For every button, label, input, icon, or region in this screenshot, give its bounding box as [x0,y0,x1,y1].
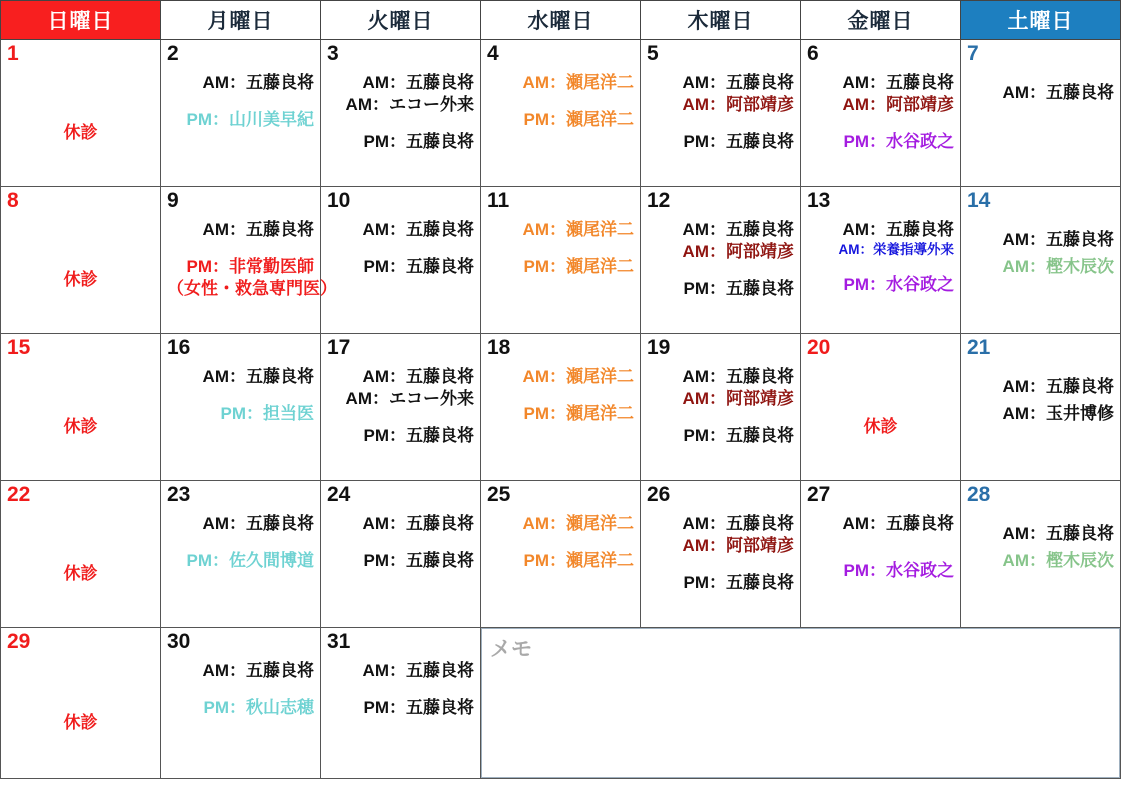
day-entry: AM：エコー外来 [345,389,474,408]
calendar-day-cell[interactable] [1,334,161,481]
day-entry: AM：五藤良将 [1002,230,1114,249]
day-entry: PM：瀬尾洋二 [523,551,634,570]
day-entry-list [167,72,314,130]
calendar-day-cell[interactable] [801,334,961,481]
day-entry-list [167,660,314,718]
calendar-day-cell[interactable] [481,40,641,187]
calendar-day-cell[interactable] [1,40,161,187]
day-entry-list [487,513,634,571]
calendar-day-cell[interactable] [321,628,481,779]
day-entry: PM：担当医 [220,404,314,423]
calendar-day-cell[interactable] [961,187,1121,334]
day-entry: PM：秋山志穂 [203,698,314,717]
day-entry: PM：佐久間博道 [186,551,314,570]
closed-label: 休診 [63,123,98,142]
day-entry-list [327,366,474,446]
day-entry: AM：五藤良将 [202,367,314,386]
day-cell-content [1,628,160,778]
day-number: 15 [7,336,31,359]
calendar-week-row [1,628,1121,779]
calendar-day-cell[interactable] [321,187,481,334]
closed-label: 休診 [63,564,98,583]
calendar-day-cell[interactable] [481,334,641,481]
day-entry-list [327,219,474,277]
calendar-day-cell[interactable] [1,628,161,779]
day-number: 9 [167,189,179,212]
calendar-day-cell[interactable] [161,334,321,481]
day-entry-list [167,219,337,299]
day-number: 27 [807,483,831,506]
day-cell-content [801,187,960,333]
calendar-day-cell[interactable] [1,187,161,334]
day-number: 10 [327,189,351,212]
day-number: 31 [327,630,351,653]
day-entry-list [167,513,314,571]
calendar-week-row [1,40,1121,187]
day-number: 23 [167,483,191,506]
calendar-day-cell[interactable] [1,481,161,628]
day-cell-content [641,481,800,627]
day-entry-list [967,523,1114,571]
day-cell-content [321,40,480,186]
calendar-week-row [1,334,1121,481]
day-entry-list [487,72,634,130]
calendar-day-cell[interactable] [641,334,801,481]
day-number: 13 [807,189,831,212]
day-entry: AM：栄養指導外来 [838,242,954,257]
day-number: 14 [967,189,991,212]
day-entry: AM：樫木辰次 [1002,257,1114,276]
day-cell-content [1,40,160,186]
day-entry-list [647,513,794,593]
calendar-day-cell[interactable] [481,187,641,334]
day-cell-content [161,481,320,627]
day-entry: AM：五藤良将 [202,73,314,92]
day-cell-content [641,187,800,333]
day-number: 24 [327,483,351,506]
day-number: 20 [807,336,831,359]
day-number: 6 [807,42,819,65]
day-number: 17 [327,336,351,359]
day-entry: PM：五藤良将 [683,573,794,592]
calendar-day-cell[interactable] [321,481,481,628]
calendar-day-cell[interactable] [961,334,1121,481]
day-entry-list [967,229,1114,277]
day-entry: AM：五藤良将 [202,661,314,680]
day-entry: AM：阿部靖彦 [682,95,794,114]
day-cell-content [961,187,1120,333]
day-entry-list [647,72,794,152]
day-entry-list [647,219,794,299]
day-number: 4 [487,42,499,65]
day-entry-list [807,219,954,295]
day-entry: AM：阿部靖彦 [682,389,794,408]
day-entry: AM：五藤良将 [202,514,314,533]
day-entry: AM：エコー外来 [345,95,474,114]
day-entry: PM：水谷政之 [843,561,954,580]
day-cell-content [801,481,960,627]
day-number: 1 [7,42,19,65]
day-entry-list [967,82,1114,103]
day-entry: AM：五藤良将 [1002,83,1114,102]
day-cell-content [641,334,800,480]
day-number: 19 [647,336,671,359]
calendar-day-cell[interactable] [961,40,1121,187]
closed-label: 休診 [63,713,98,732]
calendar-day-cell[interactable] [321,40,481,187]
day-entry: （女性・救急専門医） [167,279,337,298]
day-cell-content [321,481,480,627]
day-entry: AM：瀬尾洋二 [522,514,634,533]
day-cell-content [481,187,640,333]
day-cell-content [321,334,480,480]
day-cell-content [1,187,160,333]
day-number: 16 [167,336,191,359]
day-entry: AM：玉井博修 [1002,404,1114,423]
calendar-week-row [1,481,1121,628]
day-number: 26 [647,483,671,506]
calendar-day-cell[interactable] [481,481,641,628]
day-entry-list [327,72,474,152]
day-entry: AM：瀬尾洋二 [522,367,634,386]
day-entry: AM：五藤良将 [842,73,954,92]
day-entry: AM：五藤良将 [682,220,794,239]
day-entry: AM：五藤良将 [842,514,954,533]
day-entry-list [967,376,1114,424]
day-entry: AM：五藤良将 [682,367,794,386]
day-entry: PM：五藤良将 [683,426,794,445]
day-entry: AM：樫木辰次 [1002,551,1114,570]
day-entry-list [327,660,474,718]
day-cell-content [481,40,640,186]
calendar-day-cell[interactable] [801,481,961,628]
day-entry: AM：五藤良将 [842,220,954,239]
day-entry-list [807,72,954,152]
calendar-day-cell[interactable] [161,187,337,334]
closed-label: 休診 [63,417,98,436]
day-entry-list [487,366,634,424]
calendar-day-cell[interactable] [961,481,1121,628]
closed-label: 休診 [63,270,98,289]
day-cell-content [641,40,800,186]
day-entry: PM：五藤良将 [363,698,474,717]
day-entry: PM：五藤良将 [363,551,474,570]
day-entry: AM：阿部靖彦 [842,95,954,114]
memo-cell[interactable] [481,628,1121,779]
weekday-header-wednesday: 水曜日 [481,1,641,40]
day-number: 28 [967,483,991,506]
weekday-header-saturday: 土曜日 [961,1,1121,40]
day-entry: AM：五藤良将 [362,661,474,680]
day-number: 5 [647,42,659,65]
weekday-header-monday: 月曜日 [161,1,321,40]
calendar-day-cell[interactable] [161,628,321,779]
day-cell-content [161,334,320,480]
day-entry: PM：水谷政之 [843,275,954,294]
day-entry: PM：五藤良将 [363,426,474,445]
day-number: 30 [167,630,191,653]
day-entry: PM：五藤良将 [363,132,474,151]
day-entry: AM：五藤良将 [362,514,474,533]
day-entry: PM：瀬尾洋二 [523,404,634,423]
weekday-header-sunday: 日曜日 [1,1,161,40]
calendar-day-cell[interactable] [801,187,961,334]
day-entry-list [807,513,954,581]
day-cell-content [321,628,480,778]
day-entry: PM：五藤良将 [683,132,794,151]
calendar-day-cell[interactable] [161,40,321,187]
day-entry: PM：山川美早紀 [186,110,314,129]
day-cell-content [801,40,960,186]
day-number: 12 [647,189,671,212]
day-entry-list [647,366,794,446]
day-number: 29 [7,630,31,653]
calendar-day-cell[interactable] [641,481,801,628]
day-entry: AM：五藤良将 [362,220,474,239]
day-entry: AM：五藤良将 [1002,524,1114,543]
day-number: 18 [487,336,511,359]
calendar-day-cell[interactable] [641,40,801,187]
day-entry: AM：阿部靖彦 [682,242,794,261]
day-number: 3 [327,42,339,65]
day-number: 11 [487,189,510,212]
day-entry: PM：五藤良将 [683,279,794,298]
day-number: 7 [967,42,979,65]
day-entry: PM：非常勤医師 [186,257,314,276]
calendar-week-row [1,187,1121,334]
day-cell-content [161,40,320,186]
day-cell-content [961,481,1120,627]
weekday-header-thursday: 木曜日 [641,1,801,40]
day-entry: PM：五藤良将 [363,257,474,276]
day-entry: AM：五藤良将 [682,73,794,92]
day-number: 22 [7,483,31,506]
day-entry: AM：五藤良将 [362,73,474,92]
day-entry: AM：五藤良将 [1002,377,1114,396]
weekday-header-friday: 金曜日 [801,1,961,40]
day-entry-list [487,219,634,277]
day-cell-content [481,481,640,627]
day-cell-content [801,334,960,480]
day-cell-content [481,334,640,480]
day-cell-content [321,187,480,333]
day-entry: PM：水谷政之 [843,132,954,151]
day-cell-content [961,40,1120,186]
day-cell-content [161,628,320,778]
day-entry: AM：瀬尾洋二 [522,220,634,239]
day-entry: AM：瀬尾洋二 [522,73,634,92]
calendar-day-cell[interactable] [161,481,321,628]
calendar-header-row [1,1,1121,40]
day-number: 2 [167,42,179,65]
day-entry-list [327,513,474,571]
day-number: 25 [487,483,511,506]
weekday-header-tuesday: 火曜日 [321,1,481,40]
day-cell-content [961,334,1120,480]
memo-area[interactable] [481,628,1120,778]
day-number: 21 [967,336,991,359]
day-entry: PM：瀬尾洋二 [523,257,634,276]
day-cell-content [1,334,160,480]
day-entry: AM：五藤良将 [362,367,474,386]
day-cell-content [1,481,160,627]
day-entry: AM：五藤良将 [202,220,314,239]
calendar-day-cell[interactable] [801,40,961,187]
calendar-day-cell[interactable] [321,334,481,481]
day-number: 8 [7,189,19,212]
day-entry: AM：五藤良将 [682,514,794,533]
calendar-day-cell[interactable] [641,187,801,334]
day-entry-list [167,366,314,424]
day-cell-content [161,187,337,333]
closed-label: 休診 [863,417,898,436]
day-entry: AM：阿部靖彦 [682,536,794,555]
memo-title: メモ [490,638,532,661]
day-entry: PM：瀬尾洋二 [523,110,634,129]
